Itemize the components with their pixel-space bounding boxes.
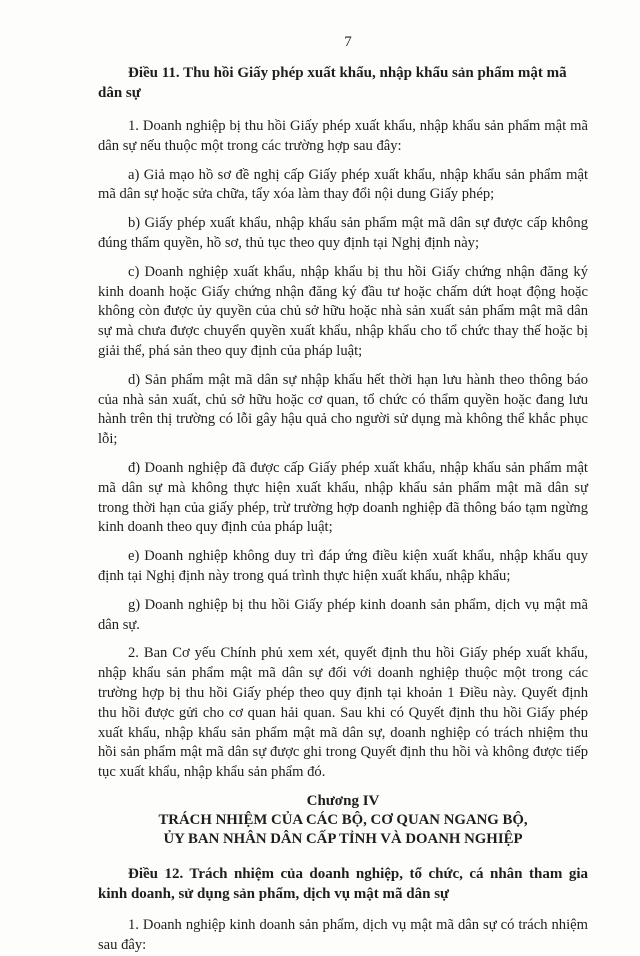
chapter-title-line-2: ỦY BAN NHÂN DÂN CẤP TỈNH VÀ DOANH NGHIỆP bbox=[163, 831, 523, 848]
page-number: 7 bbox=[344, 34, 352, 50]
chapter-title bbox=[98, 811, 588, 850]
article-11-point-g: g) Doanh nghiệp bị thu hồi Giấy phép kinh doanh sản phẩm, dịch vụ mật mã dân sự. bbox=[98, 596, 588, 633]
article-11-clause-2: 2. Ban Cơ yếu Chính phủ xem xét, quyết định thu hồi Giấy phép xuất khẩu, nhập khẩu sản phẩm mật mã dân sự đối với doanh nghiệp thuộc một trong các trường hợp bị thu hồi Giấy phép theo quy định tại khoản 1 Điều này. Quyết định thu hồi được gửi cho cơ quan hải quan. Sau khi có Quyết định thu hồi Giấy phép xuất khẩu, nhập khẩu sản phẩm mật mã dân sự, doanh nghiệp có trách nhiệm thu hồi sản phẩm mật mã dân sự được ghi trong Quyết định thu hồi và không được tiếp tục xuất khẩu, nhập khẩu sản phẩm đó. bbox=[98, 645, 588, 781]
article-11-point-b: b) Giấy phép xuất khẩu, nhập khẩu sản phẩm mật mã dân sự được cấp không đúng thẩm quyền, hồ sơ, thủ tục theo quy định tại Nghị định này; bbox=[98, 215, 588, 251]
article-12-clause-1: 1. Doanh nghiệp kinh doanh sản phẩm, dịch vụ mật mã dân sự có trách nhiệm sau đây: bbox=[98, 916, 588, 953]
article-11-point-e: e) Doanh nghiệp không duy trì đáp ứng điều kiện xuất khẩu, nhập khẩu quy định tại Nghị định này trong quá trình thực hiện xuất khẩu, nhập khẩu; bbox=[98, 548, 588, 584]
article-11-point-a: a) Giả mạo hồ sơ đề nghị cấp Giấy phép xuất khẩu, nhập khẩu sản phẩm mật mã dân sự hoặc sửa chữa, tẩy xóa làm thay đổi nội dung Giấy phép; bbox=[98, 166, 588, 203]
article-11-title: Điều 11. Thu hồi Giấy phép xuất khẩu, nhập khẩu sản phẩm mật mã dân sự bbox=[98, 65, 567, 101]
chapter-title-line-1: TRÁCH NHIỆM CỦA CÁC BỘ, CƠ QUAN NGANG BỘ, bbox=[158, 811, 528, 828]
article-11-point-d: d) Sản phẩm mật mã dân sự nhập khẩu hết thời hạn lưu hành theo thông báo của nhà sản xuất, chủ sở hữu hoặc cơ quan, tổ chức có thẩm quyền hoặc đang lưu hành trên thị trường có lỗi gây hậu quả cho người sử dụng mà không thể khắc phục lỗi; bbox=[98, 371, 588, 448]
article-11-clause-1: 1. Doanh nghiệp bị thu hồi Giấy phép xuất khẩu, nhập khẩu sản phẩm mật mã dân sự nếu thuộc một trong các trường hợp sau đây: bbox=[98, 118, 588, 154]
article-11-point-dd: đ) Doanh nghiệp đã được cấp Giấy phép xuất khẩu, nhập khẩu sản phẩm mật mã dân sự mà không thực hiện xuất khẩu, nhập khẩu sản phẩm mật mã dân sự trong thời hạn của giấy phép, trừ trường hợp doanh nghiệp đã thông báo tạm ngừng kinh doanh theo quy định của pháp luật; bbox=[98, 459, 588, 536]
chapter-label: Chương IV bbox=[306, 792, 380, 809]
article-12-title: Điều 12. Trách nhiệm của doanh nghiệp, tổ chức, cá nhân tham gia kinh doanh, sử dụng sản phẩm, dịch vụ mật mã dân sự bbox=[98, 865, 588, 902]
article-11-point-c: c) Doanh nghiệp xuất khẩu, nhập khẩu bị thu hồi Giấy chứng nhận đăng ký kinh doanh hoặc Giấy chứng nhận đăng ký đầu tư hoặc chấm dứt hoạt động hoặc không còn được ủy quyền của chủ sở hữu hoặc nhà sản xuất sản phẩm mật mã dân sự mà chưa được chuyển quyền xuất khẩu, nhập khẩu cho tổ chức thay thế hoặc bị giải thể, phá sản theo quy định của pháp luật; bbox=[98, 263, 588, 359]
